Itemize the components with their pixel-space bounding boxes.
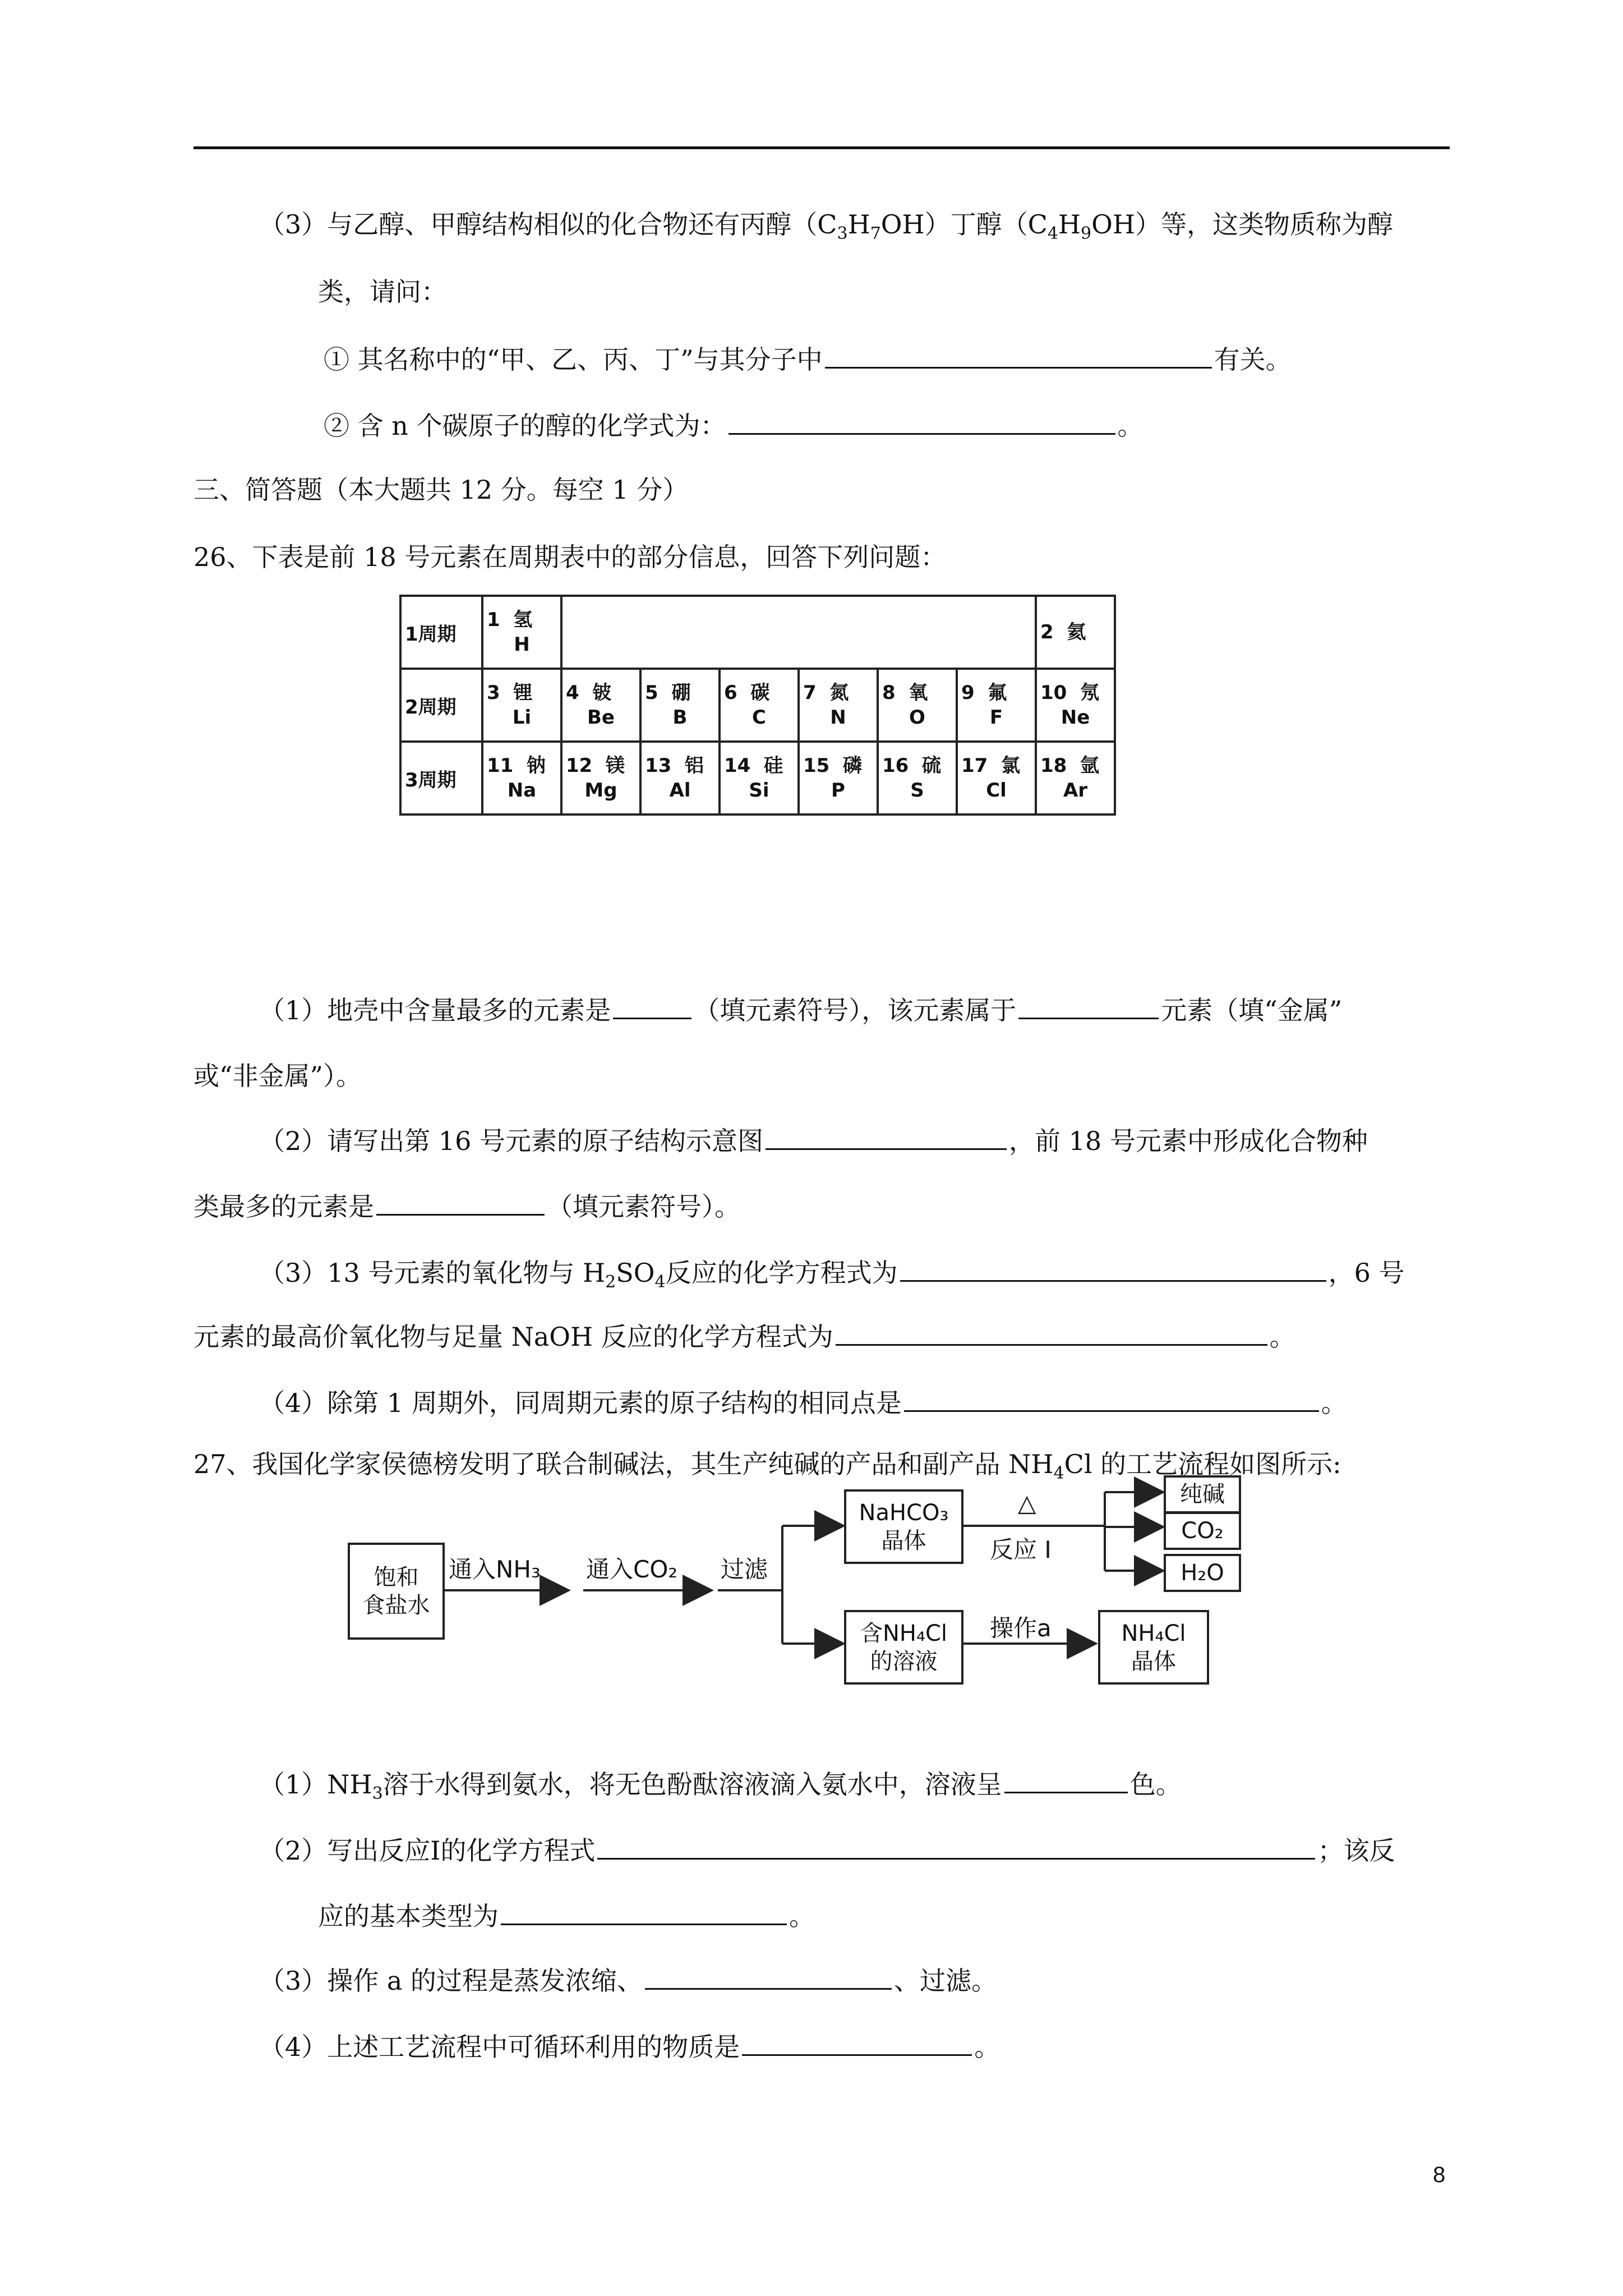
element-cell: 18 氩 Ar [1036,742,1115,815]
period-label: 2周期 [400,669,482,742]
element-cell: 9 氟 F [957,669,1036,742]
q25-3-stem-cont: 类，请问： [318,277,447,307]
q26-part4: （4）除第 1 周期外，同周期元素的原子结构的相同点是 。 [259,1386,1347,1420]
q27-part1: $(1)NH_3$溶于水得到氨水，将无色酚酞溶液滴入氨水中，溶液呈 色。 [259,1767,1182,1811]
element-cell: 14 硅 Si [720,742,799,815]
label-operation-a: 操作a [990,1614,1052,1642]
q26-part2: （2）请写出第 16 号元素的原子结构示意图 ，前 18 号元素中形成化合物种 [259,1124,1368,1158]
output-soda-ash: 纯碱 [1164,1475,1241,1513]
q26-part3: （3）13 号元素的氧化物与 $H_2SO_4$反应的化学方程式为 ，6 号 [259,1255,1404,1299]
element-cell: 16 硫 S [878,742,957,815]
label-filter: 过滤 [721,1556,768,1583]
answer-blank[interactable] [1004,1767,1128,1793]
nahco3-crystal-box: NaHCO₃ 晶体 [844,1489,963,1564]
q26-part1-cont: 或“非金属”）。 [193,1061,362,1091]
q27-part2-cont: 应的基本类型为 。 [318,1899,815,1933]
q26-part1: （1）地壳中含量最多的元素是 （填元素符号），该元素属于 元素（填“金属” [259,993,1342,1027]
label-add-nh3: 通入NH₃ [449,1556,541,1583]
q26-part3-cont: 元素的最高价氧化物与足量 NaOH 反应的化学方程式为 。 [193,1319,1295,1354]
saturated-brine-box: 饱和 食盐水 [348,1543,445,1640]
element-cell: 15 磷 P [799,742,878,815]
answer-blank[interactable] [501,1899,787,1925]
element-cell: 5 硼 B [640,669,720,742]
q26-stem: 26、下表是前 18 号元素在周期表中的部分信息，回答下列问题： [193,542,947,572]
element-cell: 17 氯 Cl [957,742,1036,815]
q27-stem: 27、我国化学家侯德榜发明了联合制碱法，其生产纯碱的产品和副产品 $NH_4Cl$ 的工艺流程如图所示: [193,1449,1341,1484]
q25-3-stem: （3）与乙醇、甲醇结构相似的化合物还有丙醇$(C_3H_7OH)$丁醇$(C_4H_9OH)$等，这类物质称为醇 [259,209,1393,244]
q27-part4: （4）上述工艺流程中可循环利用的物质是 。 [259,2030,1000,2064]
q25-3-item2: ② 含 n 个碳原子的醇的化学式为： 。 [324,408,1144,443]
element-cell: 11 钠 Na [482,742,561,815]
element-cell: 8 氧 O [878,669,957,742]
q26-part2-cont: 类最多的元素是 （填元素符号）。 [193,1189,740,1223]
nh4cl-crystal-box: NH₄Cl 晶体 [1098,1610,1209,1685]
element-cell-he: 2 氦 [1036,596,1115,669]
heat-symbol: △ [1018,1489,1036,1517]
page-number: 8 [1433,2162,1446,2187]
q25-3-item1: ① 其名称中的“甲、乙、丙、丁”与其分子中 有关。 [324,342,1292,376]
answer-blank[interactable] [742,2030,972,2056]
element-cell: 10 氖 Ne [1036,669,1115,742]
answer-blank[interactable] [645,1963,892,1990]
period-label: 3周期 [400,742,482,815]
nh4cl-solution-box: 含NH₄Cl 的溶液 [844,1610,963,1685]
element-cell: 4 铍 Be [561,669,640,742]
q27-part3: （3）操作 a 的过程是蒸发浓缩、 、过滤。 [259,1963,997,1998]
label-add-co2: 通入CO₂ [586,1556,678,1583]
element-cell: 3 锂 Li [482,669,561,742]
q27-part2: （2）写出反应Ⅰ的化学方程式 ；该反 [259,1833,1395,1867]
element-cell: 13 铝 Al [640,742,720,815]
element-cell-h: 1 氢 H [482,596,561,669]
output-h2o: H₂O [1164,1554,1241,1592]
element-cell: 6 碳 C [720,669,799,742]
section-heading: 三、简答题（本大题共 12 分。每空 1 分） [193,475,689,505]
element-cell: 7 氮 N [799,669,878,742]
period-label: 1周期 [400,596,482,669]
output-co2: CO₂ [1164,1512,1241,1550]
element-cell: 12 镁 Mg [561,742,640,815]
answer-blank[interactable] [597,1833,1315,1860]
label-reaction-1: 反应 I [990,1536,1052,1563]
